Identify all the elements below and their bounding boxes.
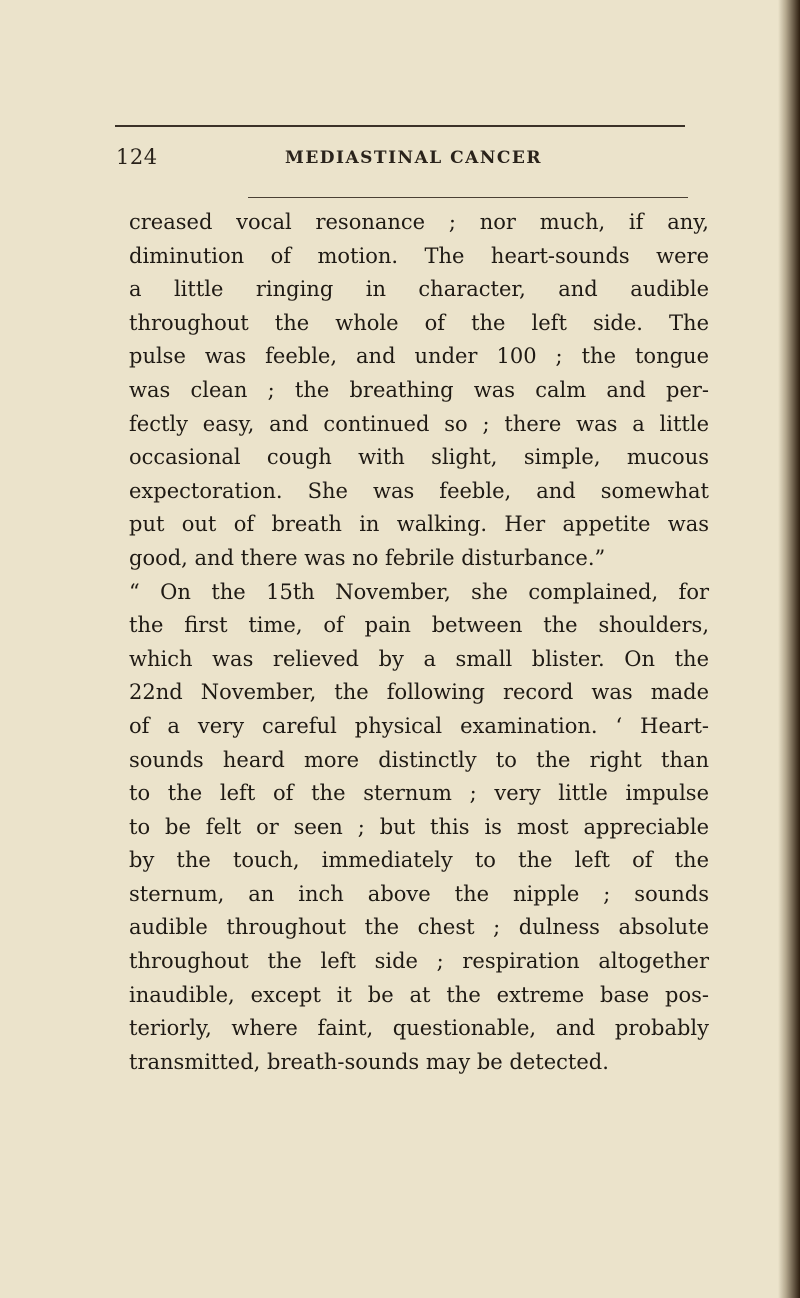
text-line: transmitted, breath-sounds may be detected. [129, 1049, 609, 1074]
text-line: which was relieved by a small blister. On the [129, 646, 709, 671]
text-line: the first time, of pain between the shoulders, [129, 613, 709, 638]
text-line: good, and there was no febrile disturbance.” [129, 545, 606, 570]
text-line: a little ringing in character, and audible [129, 277, 709, 302]
text-line: inaudible, except it be at the extreme base pos- [129, 982, 709, 1007]
text-line: 22nd November, the following record was made [129, 680, 709, 705]
text-line: to the left of the sternum ; very little impulse [129, 781, 709, 806]
text-line: “ On the 15th November, she complained, for [129, 579, 709, 604]
text-line: diminution of motion. The heart-sounds were [129, 243, 709, 268]
text-line: by the touch, immediately to the left of the [129, 848, 709, 873]
page-number: 124 [116, 145, 158, 169]
text-line: put out of breath in walking. Her appetite was [129, 512, 709, 537]
body-text [129, 206, 709, 1079]
text-line: to be felt or seen ; but this is most appreciable [129, 814, 709, 839]
text-line: creased vocal resonance ; nor much, if any, [129, 210, 709, 234]
text-line: throughout the whole of the left side. The [129, 310, 709, 335]
text-line: was clean ; the breathing was calm and per- [129, 377, 709, 402]
text-line: of a very careful physical examination. ‘ Heart- [129, 713, 709, 738]
text-line: fectly easy, and continued so ; there was a little [129, 411, 709, 436]
text-line: teriorly, where faint, questionable, and probably [129, 1016, 709, 1041]
page-edge-shadow [778, 0, 800, 1298]
header-bottom-rule [248, 197, 688, 198]
running-head: MEDIASTINAL CANCER [285, 148, 543, 168]
text-line: sternum, an inch above the nipple ; sounds [129, 881, 709, 906]
text-line: throughout the left side ; respiration altogether [129, 949, 709, 974]
text-line: sounds heard more distinctly to the right than [129, 747, 709, 772]
header-top-rule [115, 125, 685, 127]
text-line: occasional cough with slight, simple, mucous [129, 445, 709, 470]
text-line: expectoration. She was feeble, and somewhat [129, 478, 709, 503]
text-line: pulse was feeble, and under 100 ; the tongue [129, 344, 709, 369]
text-line: audible throughout the chest ; dulness absolute [129, 915, 709, 940]
